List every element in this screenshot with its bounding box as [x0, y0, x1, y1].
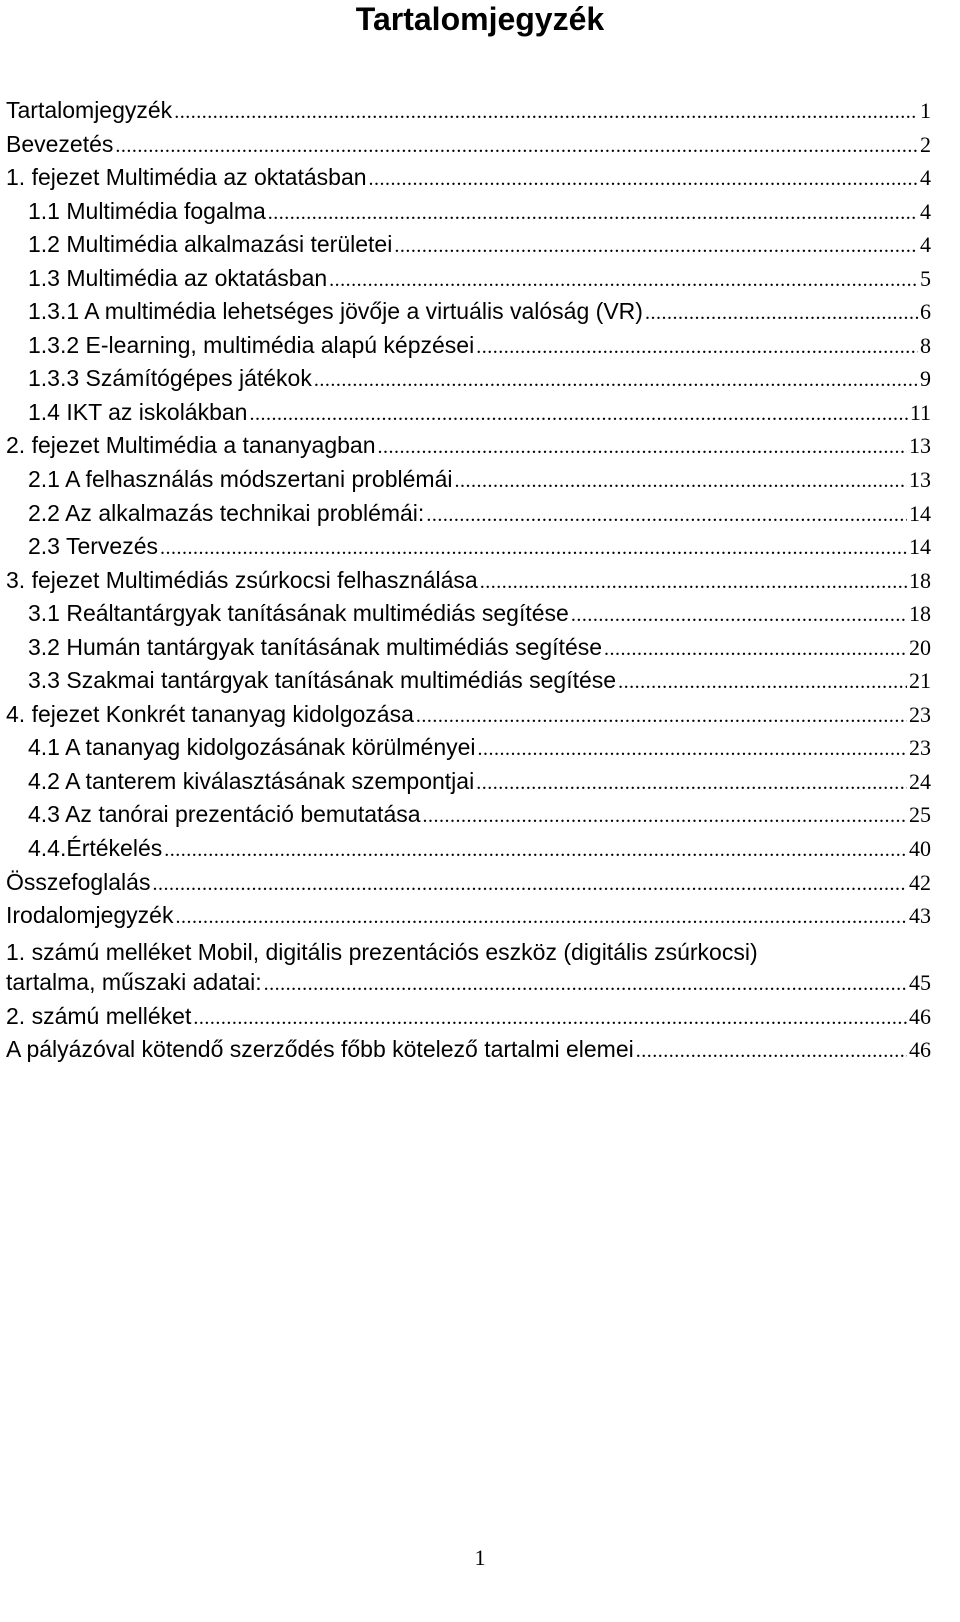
toc-entry-page: 45 [909, 970, 931, 996]
toc-entry-page: 13 [909, 433, 931, 459]
toc-entry[interactable] [6, 298, 931, 332]
toc-entry-page: 20 [909, 634, 931, 660]
table-of-contents [6, 97, 931, 1070]
toc-entry-label: 1.3.3 Számítógépes játékok [28, 365, 312, 392]
toc-leader-dots [476, 772, 907, 795]
toc-leader-dots [193, 1007, 907, 1030]
toc-entry-page: 6 [920, 299, 931, 325]
toc-entry-page: 23 [909, 735, 931, 761]
toc-entry-label: 1.3.1 A multimédia lehetséges jövője a virtuális valóság (VR) [28, 298, 643, 325]
toc-entry-label: 1. fejezet Multimédia az oktatásban [6, 164, 367, 191]
toc-entry-label: 1. számú melléket Mobil, digitális prezentációs eszköz (digitális zsúrkocsi) [6, 938, 758, 965]
toc-entry-label: 3.2 Humán tantárgyak tanításának multimédiás segítése [28, 633, 603, 660]
toc-entry-label: 2. fejezet Multimédia a tananyagban [6, 432, 376, 459]
toc-entry-label: 4.2 A tanterem kiválasztásának szempontjai [28, 767, 475, 794]
toc-leader-dots [314, 369, 918, 392]
toc-entry-label: 3. fejezet Multimédiás zsúrkocsi felhasználása [6, 566, 478, 593]
toc-leader-dots [164, 839, 907, 862]
toc-leader-dots [249, 403, 907, 426]
toc-entry[interactable] [6, 131, 931, 165]
toc-entry-label: 1.4 IKT az iskolákban [28, 398, 248, 425]
toc-entry[interactable] [6, 500, 931, 534]
toc-entry[interactable] [6, 902, 931, 936]
toc-entry-page: 18 [909, 601, 931, 627]
toc-entry-page: 25 [909, 802, 931, 828]
toc-entry-label: 2.3 Tervezés [28, 533, 158, 560]
page-number: 1 [474, 1545, 486, 1570]
toc-leader-dots [604, 638, 907, 661]
toc-entry-label: Bevezetés [6, 130, 114, 157]
toc-entry-label: Irodalomjegyzék [6, 902, 174, 929]
toc-leader-dots [571, 604, 907, 627]
toc-entry-page: 42 [909, 869, 931, 895]
toc-entry[interactable] [6, 768, 931, 802]
toc-entry-label: 4.3 Az tanórai prezentáció bemutatása [28, 801, 421, 828]
toc-entry-label: 1.3 Multimédia az oktatásban [28, 264, 328, 291]
toc-leader-dots [636, 1040, 907, 1063]
toc-leader-dots [268, 202, 918, 225]
toc-entry-page: 23 [909, 701, 931, 727]
toc-leader-dots [645, 302, 918, 325]
toc-entry[interactable] [6, 365, 931, 399]
toc-entry-page: 5 [920, 265, 931, 291]
toc-entry[interactable] [6, 667, 931, 701]
toc-leader-dots [329, 269, 918, 292]
toc-leader-dots [378, 436, 907, 459]
toc-entry-label-continued: tartalma, műszaki adatai: [6, 969, 262, 996]
toc-entry-page: 4 [920, 232, 931, 258]
toc-leader-dots [369, 168, 918, 191]
toc-entry[interactable] [6, 399, 931, 433]
toc-entry[interactable] [6, 936, 931, 1003]
toc-entry-page: 11 [909, 399, 931, 425]
toc-leader-dots [618, 671, 907, 694]
toc-entry-label: Összefoglalás [6, 868, 151, 895]
toc-entry[interactable] [6, 734, 931, 768]
toc-leader-dots [115, 135, 918, 158]
toc-entry[interactable] [6, 198, 931, 232]
toc-entry-label: 4. fejezet Konkrét tananyag kidolgozása [6, 700, 414, 727]
toc-entry-label: 2.2 Az alkalmazás technikai problémái: [28, 499, 425, 526]
toc-entry[interactable] [6, 701, 931, 735]
toc-leader-dots [394, 235, 918, 258]
toc-entry-label: 1.1 Multimédia fogalma [28, 197, 266, 224]
toc-entry[interactable] [6, 634, 931, 668]
toc-entry[interactable] [6, 466, 931, 500]
page-title: Tartalomjegyzék [355, 1, 605, 37]
toc-entry[interactable] [6, 567, 931, 601]
toc-entry-page: 9 [920, 366, 931, 392]
toc-entry-label: 4.1 A tananyag kidolgozásának körülményei [28, 734, 476, 761]
toc-entry[interactable] [6, 600, 931, 634]
toc-entry-label: A pályázóval kötendő szerződés főbb kötelező tartalmi elemei [6, 1036, 634, 1063]
toc-leader-dots [152, 873, 907, 896]
toc-entry-page: 14 [909, 500, 931, 526]
toc-leader-dots [175, 906, 907, 929]
toc-entry-label: 4.4.Értékelés [28, 835, 163, 862]
toc-leader-dots [476, 336, 918, 359]
toc-leader-dots [264, 973, 907, 996]
toc-entry-page: 4 [920, 165, 931, 191]
toc-entry-page: 13 [909, 467, 931, 493]
toc-entry-page: 14 [909, 534, 931, 560]
toc-entry-page: 46 [909, 1037, 931, 1063]
toc-entry[interactable] [6, 97, 931, 131]
toc-entry[interactable] [6, 1036, 931, 1070]
toc-entry[interactable] [6, 332, 931, 366]
toc-entry[interactable] [6, 533, 931, 567]
toc-entry-label: 1.3.2 E-learning, multimédia alapú képzései [28, 331, 475, 358]
toc-entry[interactable] [6, 1003, 931, 1037]
toc-entry-page: 43 [909, 903, 931, 929]
toc-leader-dots [478, 738, 907, 761]
toc-entry[interactable] [6, 231, 931, 265]
toc-entry[interactable] [6, 164, 931, 198]
toc-entry[interactable] [6, 835, 931, 869]
toc-entry-page: 21 [909, 668, 931, 694]
toc-entry-label: 3.1 Reáltantárgyak tanításának multimédiás segítése [28, 600, 569, 627]
toc-entry-page: 2 [920, 131, 931, 157]
toc-entry[interactable] [6, 801, 931, 835]
toc-entry-page: 1 [920, 98, 931, 123]
toc-leader-dots [160, 537, 907, 560]
toc-leader-dots [174, 101, 918, 124]
toc-entry-label: 2. számú melléket [6, 1002, 192, 1029]
toc-leader-dots [480, 571, 907, 594]
toc-entry-page: 46 [909, 1003, 931, 1029]
toc-entry-label: Tartalomjegyzék [6, 97, 173, 123]
toc-entry-label: 2.1 A felhasználás módszertani problémái [28, 466, 453, 493]
toc-entry[interactable] [6, 432, 931, 466]
toc-entry-page: 24 [909, 768, 931, 794]
toc-entry[interactable] [6, 869, 931, 903]
toc-entry-page: 40 [909, 836, 931, 862]
toc-entry-page: 18 [909, 567, 931, 593]
toc-entry[interactable] [6, 265, 931, 299]
toc-entry-page: 8 [920, 332, 931, 358]
toc-entry-page: 4 [920, 198, 931, 224]
toc-leader-dots [454, 470, 907, 493]
toc-leader-dots [416, 705, 907, 728]
toc-entry-label: 3.3 Szakmai tantárgyak tanításának multimédiás segítése [28, 667, 617, 694]
toc-leader-dots [426, 504, 907, 527]
toc-leader-dots [423, 805, 907, 828]
toc-entry-label: 1.2 Multimédia alkalmazási területei [28, 231, 393, 258]
